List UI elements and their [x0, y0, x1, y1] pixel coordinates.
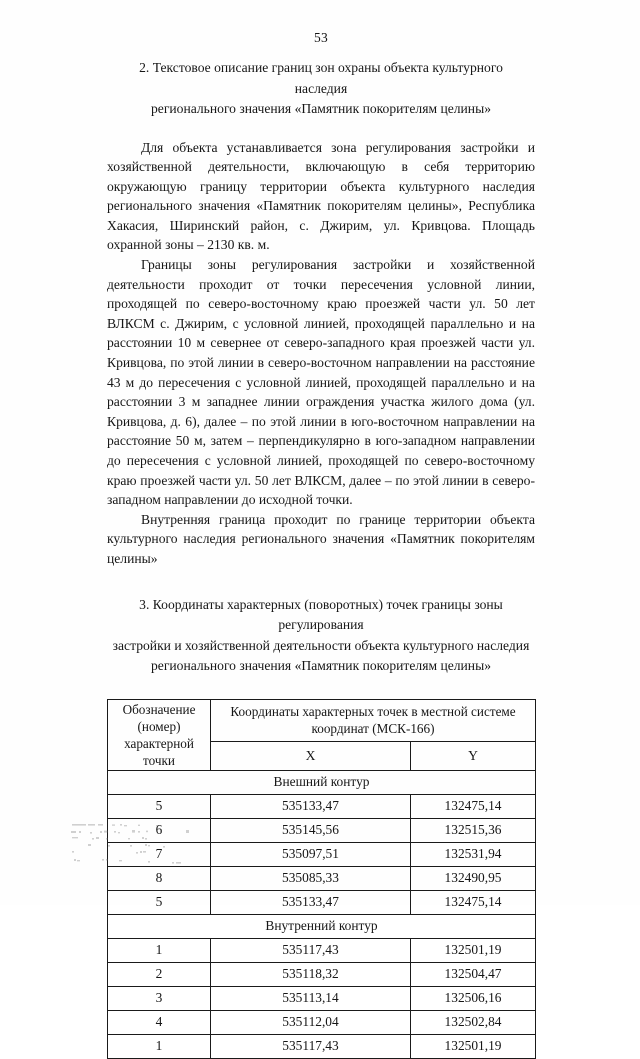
cell-n: 6 [108, 818, 211, 842]
cell-x: 535117,43 [211, 938, 411, 962]
table-row [108, 962, 536, 986]
header-coordinates-line-1: Координаты характерных точек в местной системе [230, 704, 516, 720]
cell-x: 535097,51 [211, 842, 411, 866]
cell-x: 535118,32 [211, 962, 411, 986]
header-coordinates [211, 699, 536, 741]
table-row [108, 818, 536, 842]
cell-x: 535133,47 [211, 794, 411, 818]
header-designation-line-2: (номер) [137, 718, 181, 734]
header-coordinates-line-2: координат (МСК-166) [311, 721, 435, 737]
section-3-heading-line-1: 3. Координаты характерных (поворотных) точек границы зоны регулирования [139, 596, 503, 633]
cell-x: 535145,56 [211, 818, 411, 842]
cell-y: 132475,14 [411, 794, 536, 818]
contour-group-row [108, 770, 536, 794]
cell-x: 535113,14 [211, 986, 411, 1010]
contour-group-row [108, 914, 536, 938]
cell-n: 7 [108, 842, 211, 866]
cell-y: 132501,19 [411, 1034, 536, 1058]
page-content [107, 30, 535, 1059]
section-2-heading [121, 58, 521, 120]
table-row [108, 1034, 536, 1058]
table-header-row-1 [108, 699, 536, 741]
section-3-heading-line-3: регионального значения «Памятник покорителям целины» [150, 658, 492, 674]
header-designation-line-3: характерной точки [124, 735, 194, 768]
header-column-y: Y [411, 741, 536, 770]
cell-y: 132501,19 [411, 938, 536, 962]
section-2-heading-line-2: регионального значения «Памятник покорителям целины» [150, 101, 492, 116]
cell-x: 535085,33 [211, 866, 411, 890]
cell-n: 2 [108, 962, 211, 986]
cell-y: 132504,47 [411, 962, 536, 986]
header-designation [108, 699, 211, 770]
paragraph-inner-boundary: Внутренняя граница проходит по границе территории объекта культурного наследия регионального значения «Памятник покорителям целины» [107, 511, 535, 566]
cell-x: 535112,04 [211, 1010, 411, 1034]
cell-x: 535133,47 [211, 890, 411, 914]
table-row [108, 866, 536, 890]
table-row [108, 986, 536, 1010]
cell-y: 132515,36 [411, 818, 536, 842]
cell-y: 132506,16 [411, 986, 536, 1010]
table-row [108, 794, 536, 818]
header-column-x: X [211, 741, 411, 770]
table-row [108, 890, 536, 914]
page-number: 53 [314, 30, 328, 45]
cell-n: 3 [108, 986, 211, 1010]
table-head [108, 699, 536, 770]
cell-n: 5 [108, 890, 211, 914]
cell-n: 4 [108, 1010, 211, 1034]
header-designation-line-1: Обозначение [122, 701, 196, 717]
table-row [108, 1010, 536, 1034]
paragraph-boundary-description: Границы зоны регулирования застройки и хозяйственной деятельности проходит от точки пересечения условной линии, проходящей по северо-восточному краю проезжей части ул. 50 лет ВЛКСМ с. Джирим, с условной линией, проходящей параллельно и на расстоянии 10 м севернее от северо-западного края проезжей части ул. Кривцова, по этой линии в северо-восточном направлении на расстояние 43 м до пересечения с условной линией, проходящей параллельно и на расстоянии 3 м западнее линии ограждения участка жилого дома (ул. Кривцова, д. 6), далее – по этой линии в юго-восточном направлении на расстояние 50 м, затем – перпендикулярно в юго-западном направлении до пересечения с условной линией, проходящей по северо-восточному краю проезжей части ул. 50 лет ВЛКСМ, далее – по этой линии в северо-западном направлении до исходной точки. [107, 257, 535, 508]
cell-y: 132502,84 [411, 1010, 536, 1034]
cell-y: 132475,14 [411, 890, 536, 914]
coordinates-table [107, 699, 536, 1059]
cell-n: 8 [108, 866, 211, 890]
table-row [108, 842, 536, 866]
contour-group-title: Внешний контур [108, 770, 536, 794]
section-3-heading-line-2: застройки и хозяйственной деятельности объекта культурного наследия [112, 637, 530, 653]
cell-y: 132531,94 [411, 842, 536, 866]
cell-x: 535117,43 [211, 1034, 411, 1058]
cell-n: 1 [108, 1034, 211, 1058]
table-body [108, 770, 536, 1058]
section-2-heading-line-1: 2. Текстовое описание границ зон охраны объекта культурного наследия [139, 60, 503, 96]
paragraph-zone-definition: Для объекта устанавливается зона регулирования застройки и хозяйственной деятельности, включающую в себя территорию окружающую границу территории объекта культурного наследия регионального значения «Памятник покорителям целины», Республика Хакасия, Ширинский район, с. Джирим, ул. Кривцова. Площадь охранной зоны – 2130 кв. м. [107, 139, 535, 253]
cell-n: 5 [108, 794, 211, 818]
cell-y: 132490,95 [411, 866, 536, 890]
section-3-heading [111, 595, 531, 677]
cell-n: 1 [108, 938, 211, 962]
contour-group-title: Внутренний контур [108, 914, 536, 938]
table-row [108, 938, 536, 962]
